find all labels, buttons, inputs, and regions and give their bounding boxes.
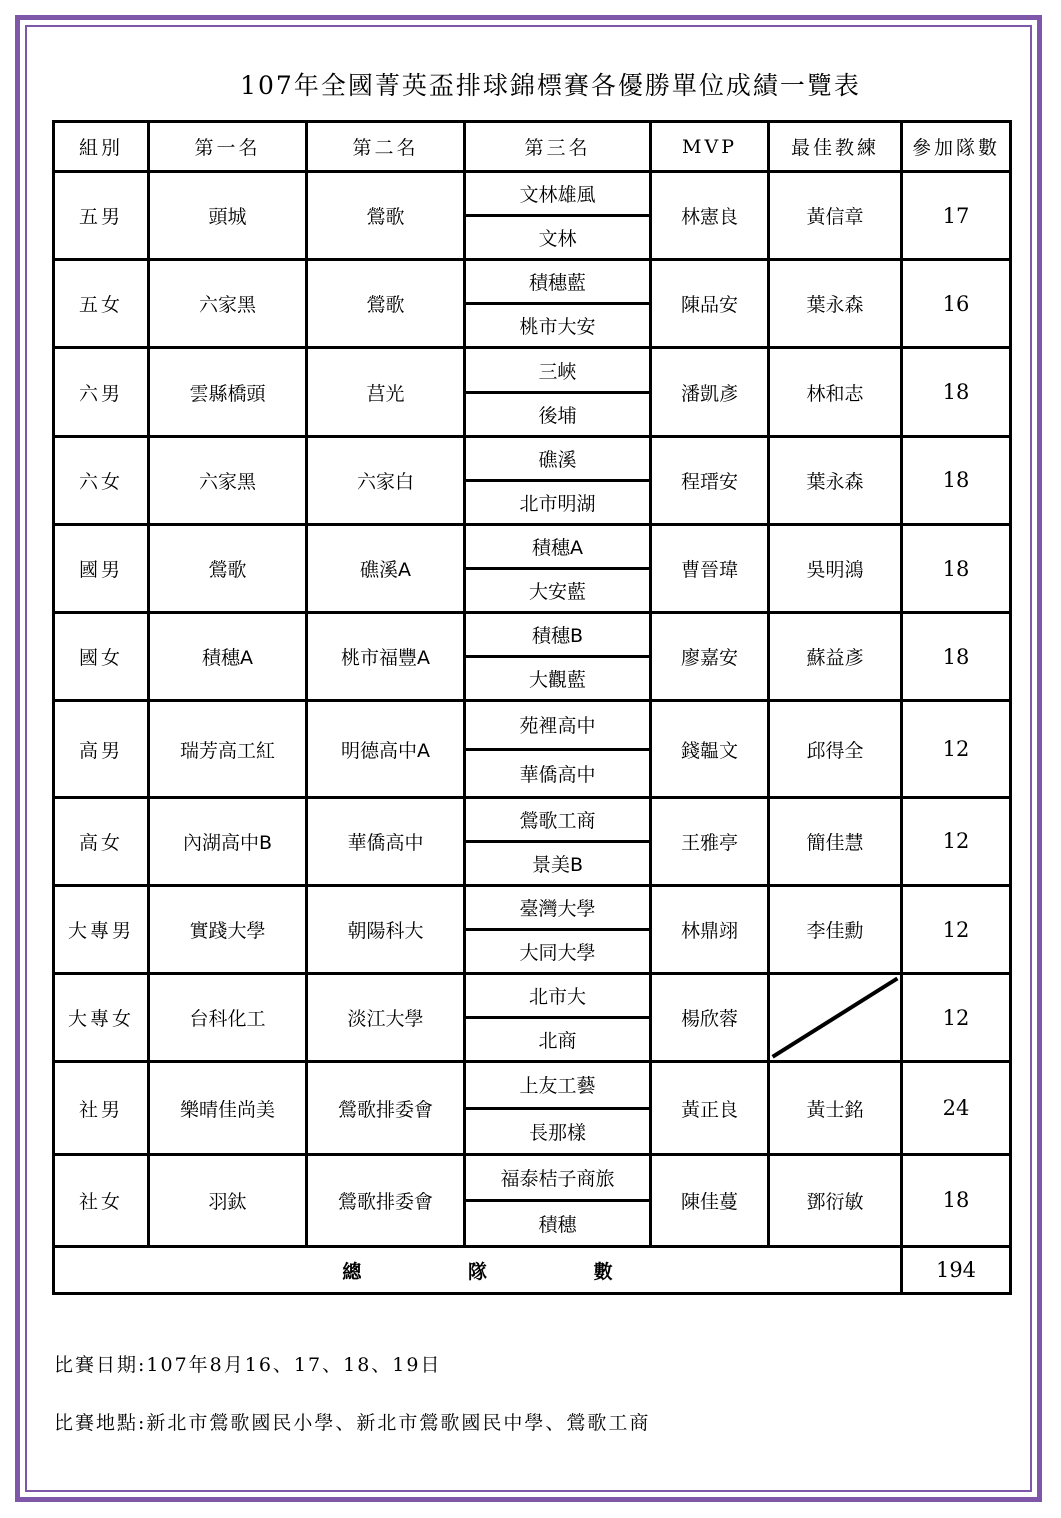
coach-cell: 李佳勳 [769, 885, 902, 973]
total-value: 194 [902, 1247, 1011, 1294]
first-place-cell: 積穗A [149, 613, 307, 701]
third-place-team-a: 積穗A [466, 526, 649, 570]
second-place-cell: 淡江大學 [307, 974, 465, 1062]
table-row [54, 1154, 1011, 1246]
mvp-cell: 楊欣蓉 [651, 974, 769, 1062]
header-row [54, 122, 1011, 172]
second-place-cell: 莒光 [307, 348, 465, 436]
coach-cell: 黃信章 [769, 172, 902, 260]
coach-cell: 邱得全 [769, 701, 902, 797]
team-count-cell: 12 [902, 701, 1011, 797]
third-place-team-a: 積穗藍 [466, 261, 649, 305]
group-cell: 六男 [54, 348, 149, 436]
coach-cell: 葉永森 [769, 260, 902, 348]
mvp-cell: 曹晉瑋 [651, 524, 769, 612]
third-place-cell [465, 1154, 651, 1246]
second-place-cell: 桃市福豐A [307, 613, 465, 701]
match-venue: 比賽地點:新北市鶯歌國民小學、新北市鶯歌國民中學、鶯歌工商 [54, 1412, 651, 1434]
total-label-char: 總 [342, 1260, 362, 1283]
table-row [54, 260, 1011, 348]
coach-cell: 蘇益彥 [769, 613, 902, 701]
third-place-team-a: 鶯歌工商 [466, 799, 649, 843]
team-count-cell: 24 [902, 1062, 1011, 1154]
table-row [54, 172, 1011, 260]
first-place-cell: 樂晴佳尚美 [149, 1062, 307, 1154]
second-place-cell: 華僑高中 [307, 797, 465, 885]
third-place-cell [465, 797, 651, 885]
table-row [54, 885, 1011, 973]
team-count-cell: 18 [902, 436, 1011, 524]
coach-cell: 簡佳慧 [769, 797, 902, 885]
third-place-pair [466, 526, 649, 611]
third-place-team-b: 長那樣 [528, 1121, 586, 1144]
third-place-cell [465, 974, 651, 1062]
third-place-pair [466, 614, 649, 699]
total-label [54, 1247, 902, 1294]
diagonal-slash [770, 975, 900, 1060]
third-place-team-a: 文林雄風 [466, 173, 649, 217]
header-third: 第三名 [465, 122, 651, 172]
third-place-pair [466, 349, 649, 434]
total-label-char: 數 [593, 1260, 613, 1283]
third-place-pair [466, 975, 649, 1060]
table-row [54, 436, 1011, 524]
group-cell: 國男 [54, 524, 149, 612]
mvp-cell: 林鼎翊 [651, 885, 769, 973]
mvp-cell: 陳佳蔓 [651, 1154, 769, 1246]
third-place-cell [465, 172, 651, 260]
first-place-cell: 台科化工 [149, 974, 307, 1062]
mvp-cell: 黃正良 [651, 1062, 769, 1154]
team-count-cell: 12 [902, 797, 1011, 885]
table-row [54, 613, 1011, 701]
table-row [54, 701, 1011, 797]
second-place-cell: 鶯歌排委會 [307, 1154, 465, 1246]
header-mvp: MVP [651, 122, 769, 172]
third-place-cell [465, 1062, 651, 1154]
third-place-team-a: 臺灣大學 [466, 887, 649, 931]
third-place-cell [465, 436, 651, 524]
first-place-cell: 內湖高中B [149, 797, 307, 885]
header-group: 組別 [54, 122, 149, 172]
team-count-cell: 18 [902, 524, 1011, 612]
third-place-cell [465, 348, 651, 436]
third-place-team-b: 大安藍 [528, 581, 586, 604]
second-place-cell: 鶯歌排委會 [307, 1062, 465, 1154]
header-coach: 最佳教練 [769, 122, 902, 172]
third-place-pair [466, 799, 649, 884]
second-place-cell: 鶯歌 [307, 172, 465, 260]
header-second: 第二名 [307, 122, 465, 172]
second-place-cell: 礁溪A [307, 524, 465, 612]
mvp-cell: 王雅亭 [651, 797, 769, 885]
third-place-team-b: 大觀藍 [528, 669, 586, 692]
group-cell: 高女 [54, 797, 149, 885]
third-place-cell [465, 524, 651, 612]
table-row [54, 524, 1011, 612]
team-count-cell: 16 [902, 260, 1011, 348]
team-count-cell: 18 [902, 1154, 1011, 1246]
header-team-count: 參加隊數 [902, 122, 1011, 172]
team-count-cell: 18 [902, 348, 1011, 436]
coach-cell: 鄧衍敏 [769, 1154, 902, 1246]
third-place-team-a: 積穗B [466, 614, 649, 658]
coach-cell: 葉永森 [769, 436, 902, 524]
third-place-team-a: 三峽 [466, 349, 649, 393]
mvp-cell: 錢韞文 [651, 701, 769, 797]
third-place-team-b: 北市明湖 [519, 492, 596, 515]
third-place-team-a: 礁溪 [466, 438, 649, 482]
team-count-cell: 12 [902, 885, 1011, 973]
total-row [54, 1247, 1011, 1294]
second-place-cell: 鶯歌 [307, 260, 465, 348]
third-place-team-a: 上友工藝 [466, 1063, 649, 1109]
third-place-pair [466, 438, 649, 523]
third-place-team-b: 景美B [531, 853, 584, 876]
table-row [54, 797, 1011, 885]
group-cell: 國女 [54, 613, 149, 701]
third-place-team-b: 北商 [538, 1030, 577, 1053]
team-count-cell: 18 [902, 613, 1011, 701]
page-title: 107年全國菁英盃排球錦標賽各優勝單位成績一覽表 [240, 71, 861, 100]
third-place-pair [466, 261, 649, 346]
third-place-pair [466, 887, 649, 972]
third-place-team-b: 後埔 [538, 404, 577, 427]
header-first: 第一名 [149, 122, 307, 172]
table-row [54, 348, 1011, 436]
mvp-cell: 潘凱彥 [651, 348, 769, 436]
team-count-cell: 12 [902, 974, 1011, 1062]
second-place-cell: 明德高中A [307, 701, 465, 797]
coach-cell: 林和志 [769, 348, 902, 436]
third-place-cell [465, 885, 651, 973]
first-place-cell: 六家黑 [149, 260, 307, 348]
mvp-cell: 廖嘉安 [651, 613, 769, 701]
third-place-cell [465, 613, 651, 701]
coach-cell: 吳明鴻 [769, 524, 902, 612]
third-place-team-a: 福泰桔子商旅 [466, 1156, 649, 1202]
first-place-cell: 鶯歌 [149, 524, 307, 612]
first-place-cell: 雲縣橋頭 [149, 348, 307, 436]
third-place-team-b: 積穗 [538, 1213, 577, 1236]
first-place-cell: 頭城 [149, 172, 307, 260]
second-place-cell: 六家白 [307, 436, 465, 524]
results-table [52, 120, 1012, 1295]
team-count-cell: 17 [902, 172, 1011, 260]
mvp-cell: 林憲良 [651, 172, 769, 260]
group-cell: 五男 [54, 172, 149, 260]
total-label-char: 隊 [467, 1260, 487, 1283]
group-cell: 社女 [54, 1154, 149, 1246]
table-row [54, 1062, 1011, 1154]
third-place-team-b: 文林 [538, 228, 577, 251]
third-place-pair [466, 173, 649, 258]
group-cell: 大專女 [54, 974, 149, 1062]
first-place-cell: 羽鈦 [149, 1154, 307, 1246]
first-place-cell: 實踐大學 [149, 885, 307, 973]
third-place-cell [465, 260, 651, 348]
group-cell: 社男 [54, 1062, 149, 1154]
mvp-cell: 程瑨安 [651, 436, 769, 524]
third-place-pair [466, 702, 649, 795]
second-place-cell: 朝陽科大 [307, 885, 465, 973]
first-place-cell: 瑞芳高工紅 [149, 701, 307, 797]
group-cell: 六女 [54, 436, 149, 524]
third-place-team-b: 桃市大安 [519, 316, 596, 339]
third-place-team-a: 苑裡高中 [466, 702, 649, 750]
group-cell: 五女 [54, 260, 149, 348]
group-cell: 高男 [54, 701, 149, 797]
coach-cell: 黃士銘 [769, 1062, 902, 1154]
coach-cell-empty [769, 974, 902, 1062]
third-place-team-a: 北市大 [466, 975, 649, 1019]
table-row [54, 974, 1011, 1062]
match-date: 比賽日期:107年8月16、17、18、19日 [54, 1354, 442, 1376]
first-place-cell: 六家黑 [149, 436, 307, 524]
third-place-pair [466, 1063, 649, 1152]
mvp-cell: 陳品安 [651, 260, 769, 348]
third-place-team-b: 華僑高中 [519, 763, 596, 786]
group-cell: 大專男 [54, 885, 149, 973]
third-place-pair [466, 1156, 649, 1245]
third-place-cell [465, 701, 651, 797]
third-place-team-b: 大同大學 [519, 942, 596, 965]
